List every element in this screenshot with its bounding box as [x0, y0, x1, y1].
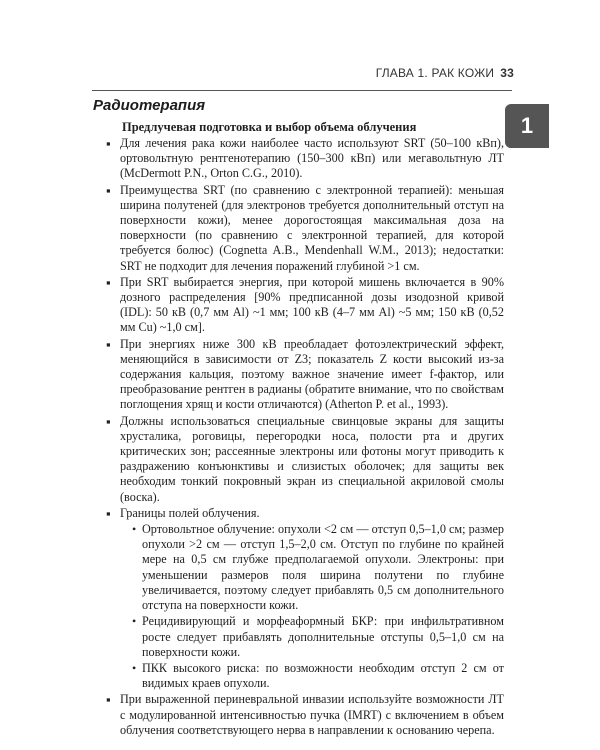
- bullet-mark: ▪: [106, 692, 111, 708]
- page-number: 33: [500, 66, 514, 80]
- sub-list-item: [120, 614, 504, 660]
- sub-bullet-text: Рецидивирующий и морфеаформный БКР: при инфильтративном росте следует прибавлять дополнительные отступы 0,5–1,0 см на поверхности кожи.: [142, 614, 504, 659]
- sub-list-item: [120, 661, 504, 691]
- sub-list-item: [120, 522, 504, 613]
- list-item: [106, 136, 504, 182]
- list-item: [106, 414, 504, 505]
- bullet-text: Должны использоваться специальные свинцовые экраны для защиты хрусталика, роговицы, перегородки носа, полости рта и других критических зон; рассеянные электроны или фотоны могут приводить к раздражению конъюнктивы и слизистых оболочек; для защиты век необходим тонкий покровный экран из специальной акриловой смолы (воска).: [120, 413, 504, 504]
- sub-bullet-mark: •: [132, 522, 137, 537]
- bullet-text: При выраженной периневральной инвазии используйте возможности ЛТ с модулированной интенсивностью пучка (IMRT) с включением в объем облучения соответствующего нерва в направлении к основанию черепа.: [120, 692, 504, 737]
- bullet-mark: ▪: [106, 136, 111, 151]
- body-text: [106, 136, 504, 739]
- list-item: [106, 275, 504, 336]
- list-item: [106, 337, 504, 413]
- list-item: [106, 692, 504, 738]
- bullet-text: Преимущества SRT (по сравнению с электронной терапией): меньшая ширина полутеней (для электронов требуется дополнительный отступ на поверхности кожи), менее дорогостоящая максимальная доза на поверхности (по сравнению с электронной терапией, для которой требуется болюс) (Cognetta A.B., Mendenhall W.M., 2013); недостатки: SRT не подходит для лечения поражений глубиной >1 см.: [120, 182, 504, 273]
- bullet-mark: ▪: [106, 413, 111, 429]
- bullet-text: При энергиях ниже 300 кВ преобладает фотоэлектрический эффект, меняющийся в зависимости от Z3; показатель Z кости высокий из-за содержания кальция, поэтому важное значение имеет f-фактор, или преобразование рентген в радианы (обратите внимание, что по свойствам поглощения хрящ и кости отличаются) (Atherton P. et al., 1993).: [120, 336, 504, 412]
- section-title: Радиотерапия: [93, 97, 206, 114]
- bullet-mark: ▪: [106, 182, 111, 198]
- sub-bullet-text: Ортовольтное облучение: опухоли <2 см — отступ 0,5–1,0 см; размер опухоли >2 см — отступ 1,5–2,0 см. Отступ по глубине по крайней мере на 0,5 см глубже предполагаемой опухоли. Электроны: при уменьшении размеров поля ширина полутени по глубине увеличивается, поэтому следует прибавлять 0,5 см дополнительного отступа на поверхности кожи.: [142, 522, 504, 613]
- bullet-mark: ▪: [106, 274, 111, 290]
- sub-bullet-mark: •: [132, 614, 137, 629]
- subtitle: Предлучевая подготовка и выбор объема облучения: [122, 120, 417, 134]
- list-item: [106, 506, 504, 691]
- chapter-label: ГЛАВА 1. РАК КОЖИ: [375, 66, 495, 80]
- list-item: [106, 183, 504, 274]
- bullet-text: При SRT выбирается энергия, при которой мишень включается в 90% дозного распределения [90% предписанной дозы изодозной кривой (IDL): 50 кВ (0,7 мм Al) ~1 мм; 100 кВ (4–7 мм Al) ~5 мм; 150 кВ (0,52 мм Cu) ~1,0 см].: [120, 274, 504, 335]
- running-head: [376, 66, 514, 80]
- bullet-text: Для лечения рака кожи наиболее часто используют SRT (50–100 кВп), ортовольтную рентгенотерапию (150–300 кВп) или мегавольтную ЛТ (McDermott P.N., Orton C.G., 2010).: [120, 136, 504, 181]
- header-rule: [92, 90, 512, 91]
- chapter-tab: 1: [505, 104, 549, 148]
- sub-bullet-mark: •: [132, 660, 137, 675]
- bullet-mark: ▪: [106, 336, 111, 352]
- sub-bullet-text: ПКК высокого риска: по возможности необходим отступ 2 см от видимых краев опухоли.: [142, 660, 504, 691]
- bullet-text: Границы полей облучения.: [120, 505, 260, 520]
- bullet-mark: ▪: [106, 505, 111, 521]
